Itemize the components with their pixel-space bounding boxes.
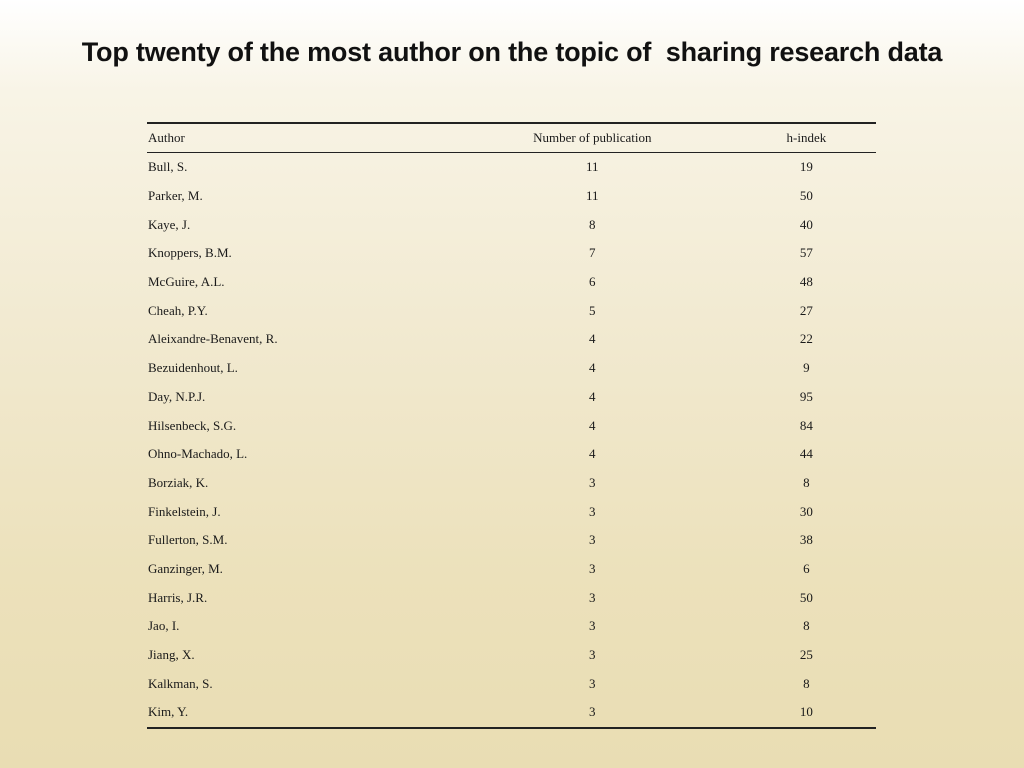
table-row [147,583,876,612]
cell-publications: 5 [589,302,596,318]
cell-publications: 4 [589,388,596,404]
cell-h-index: 50 [799,589,813,605]
cell-author: Cheah, P.Y. [148,302,208,318]
header-author: Author [147,123,448,153]
cell-publications: 3 [448,698,737,728]
cell-author: Jao, I. [148,618,180,634]
cell-publications: 3 [589,589,596,605]
slide-title: Top twenty of the most author on the topic of sharing research data [81,37,943,67]
cell-author: Kalkman, S. [148,675,213,691]
cell-publications: 3 [589,675,596,691]
cell-author: Bezuidenhout, L. [148,360,238,376]
table-row [147,526,876,555]
table-row [147,698,876,728]
cell-publications: 3 [589,503,596,519]
table-row [147,268,876,297]
cell-publications: 3 [589,647,596,663]
cell-h-index: 57 [799,245,813,261]
cell-author: Fullerton, S.M. [148,532,228,548]
cell-h-index: 95 [799,388,813,404]
header-publications: Number of publication [448,123,737,153]
cell-author: Aleixandre-Benavent, R. [148,331,278,347]
table-body [147,153,876,728]
table-row [147,354,876,383]
cell-publications: 3 [589,532,596,548]
cell-h-index: 8 [803,474,810,490]
cell-h-index: 22 [799,331,813,347]
cell-author: Knoppers, B.M. [148,245,232,261]
cell-author: Day, N.P.J. [148,388,206,404]
cell-author: Finkelstein, J. [148,503,221,519]
table-row [147,383,876,412]
cell-publications: 8 [589,216,596,232]
cell-h-index: 8 [803,618,810,634]
cell-h-index: 10 [737,698,876,728]
cell-author: Hilsenbeck, S.G. [148,417,237,433]
cell-author: Ganzinger, M. [148,560,223,576]
cell-h-index: 6 [803,560,810,576]
table-row [147,239,876,268]
cell-publications: 4 [589,417,596,433]
cell-h-index: 8 [803,675,810,691]
cell-h-index: 48 [799,274,813,290]
table-row [147,182,876,211]
cell-author: McGuire, A.L. [148,274,225,290]
table-row [147,325,876,354]
cell-author: Kim, Y. [147,698,448,728]
table-row [147,497,876,526]
table-row [147,296,876,325]
cell-publications: 6 [589,274,596,290]
cell-h-index: 44 [799,446,813,462]
cell-h-index: 19 [799,159,813,175]
header-row [147,123,876,153]
table-row [147,641,876,670]
cell-h-index: 9 [803,360,810,376]
header-h-index: h-indek [737,123,876,153]
table-row [147,411,876,440]
table-header [147,123,876,153]
cell-h-index: 30 [799,503,813,519]
cell-h-index: 50 [799,188,813,204]
table-row [147,210,876,239]
cell-author: Borziak, K. [148,474,209,490]
table-row [147,440,876,469]
cell-publications: 3 [589,560,596,576]
table-row [147,669,876,698]
cell-h-index: 25 [799,647,813,663]
table-row [147,153,876,182]
cell-author: Harris, J.R. [148,589,208,605]
cell-author: Ohno-Machado, L. [148,446,248,462]
cell-publications: 4 [589,446,596,462]
cell-publications: 11 [586,188,599,204]
cell-author: Jiang, X. [148,647,195,663]
cell-h-index: 38 [799,532,813,548]
cell-h-index: 27 [799,302,813,318]
cell-author: Bull, S. [148,159,188,175]
table-row [147,469,876,498]
cell-publications: 4 [589,360,596,376]
cell-publications: 4 [589,331,596,347]
cell-h-index: 84 [799,417,813,433]
cell-publications: 7 [589,245,596,261]
cell-publications: 3 [589,618,596,634]
cell-h-index: 40 [799,216,813,232]
table-row [147,555,876,584]
authors-table [147,122,876,729]
cell-publications: 3 [589,474,596,490]
cell-author: Parker, M. [148,188,203,204]
cell-author: Kaye, J. [148,216,191,232]
table-row [147,612,876,641]
cell-publications: 11 [586,159,599,175]
